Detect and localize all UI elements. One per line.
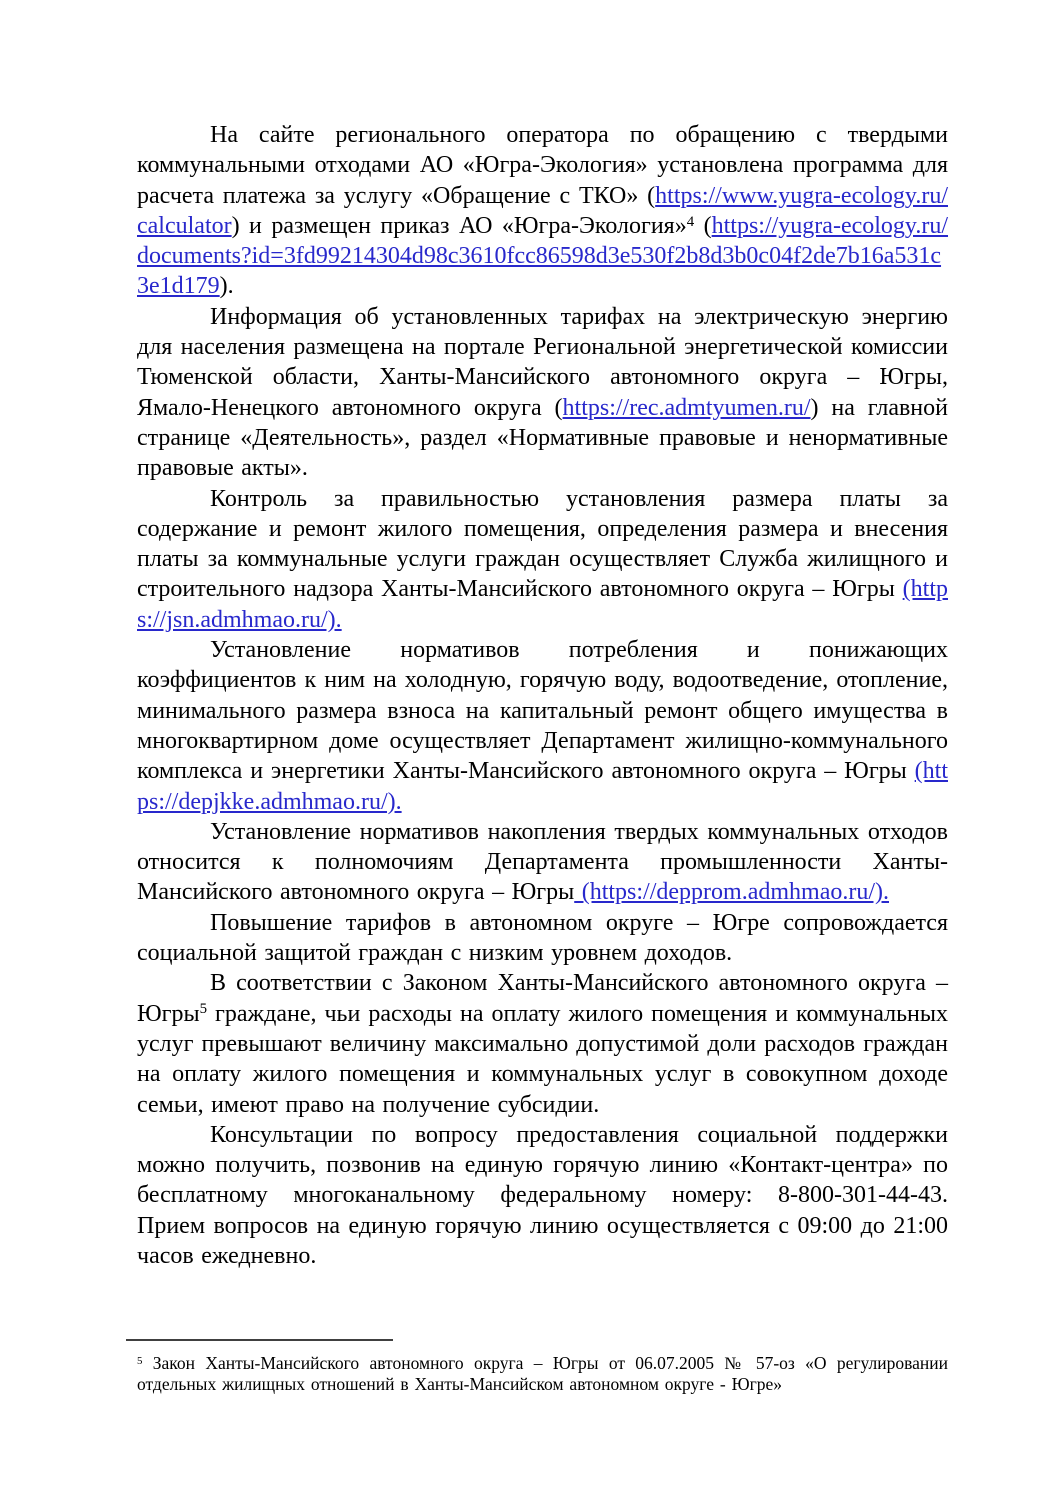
text-run: ) на главной странице «Деятельность», раздел «Нормативные правовые и ненормативные правовые акты». bbox=[137, 394, 948, 482]
text-run: граждане, чьи расходы на оплату жилого помещения и коммунальных услуг превышают величину максимально допустимой доли расходов граждан на оплату жилого помещения и коммунальных услуг в совокупном доходе семьи, имеют право на получение субсидии. bbox=[137, 1000, 948, 1118]
paragraph bbox=[137, 635, 948, 817]
hyperlink[interactable]: https://www.yugra-ecology.ru/calculator bbox=[137, 182, 948, 239]
text-run: ( bbox=[694, 212, 712, 239]
footnote-reference: 5 bbox=[199, 1001, 208, 1018]
text-run: Информация об установленных тарифах на электрическую энергию для населения размещена на портале Региональной энергетической комиссии Тюменской области, Ханты-Мансийского автономного округа – Югры, Ямало-Ненецкого автономного округа ( bbox=[137, 303, 948, 421]
text-run: Установление нормативов потребления и понижающих коэффициентов к ним на холодную, горячую воду, водоотведение, отопление, минимального размера взноса на капитальный ремонт общего имущества в многоквартирном доме осуществляет Департамент жилищно-коммунального комплекса и энергетики Ханты-Мансийского автономного округа – Югры bbox=[137, 637, 948, 785]
text-run: Повышение тарифов в автономном округе – Югре сопровождается социальной защитой граждан с низким уровнем доходов. bbox=[137, 909, 948, 967]
document-body bbox=[137, 120, 948, 1271]
footnote bbox=[137, 1353, 948, 1394]
hyperlink[interactable]: (https://jsn.admhmao.ru/). bbox=[137, 576, 948, 633]
paragraph bbox=[137, 968, 948, 1119]
paragraph bbox=[137, 120, 948, 302]
hyperlink[interactable]: (https://depjkke.admhmao.ru/). bbox=[137, 758, 948, 815]
hyperlink[interactable]: https://yugra-ecology.ru/documents?id=3fd99214304d98c3610fcc86598d3e530f2b8d3b0c04f2de7b16a531c3e1d179 bbox=[137, 212, 949, 300]
text-run: ) и размещен приказ АО «Югра-Экология» bbox=[231, 212, 687, 239]
text-run: ). bbox=[219, 273, 234, 300]
footnote-separator bbox=[126, 1339, 393, 1341]
text-run: Контроль за правильностью установления размера платы за содержание и ремонт жилого помещения, определения размера и внесения платы за коммунальные услуги граждан осуществляет Служба жилищного и строительного надзора Ханты-Мансийского автономного округа – Югры bbox=[137, 485, 948, 603]
paragraph bbox=[137, 302, 948, 484]
paragraph bbox=[137, 817, 948, 908]
footnote-text bbox=[137, 1353, 948, 1394]
footnote-reference: 4 bbox=[686, 213, 695, 230]
text-run: Закон Ханты-Мансийского автономного округа – Югры от 06.07.2005 № 57-оз «О регулировании отдельных жилищных отношений в Ханты-Мансийском автономном округе - Югре» bbox=[137, 1353, 948, 1394]
footnote-reference: 5 bbox=[137, 1354, 143, 1367]
paragraph bbox=[137, 484, 948, 635]
hyperlink[interactable]: https://rec.admtyumen.ru/ bbox=[562, 394, 811, 421]
paragraph bbox=[137, 908, 948, 969]
text-run: Установление нормативов накопления твердых коммунальных отходов относится к полномочиям Департамента промышленности Ханты-Мансийского автономного округа – Югры bbox=[137, 818, 948, 906]
text-run: На сайте регионального оператора по обращению с твердыми коммунальными отходами АО «Югра-Экология» установлена программа для расчета платежа за услугу «Обращение с ТКО» ( bbox=[137, 122, 948, 209]
paragraph bbox=[137, 1120, 948, 1271]
text-run: Консультации по вопросу предоставления социальной поддержки можно получить, позвонив на единую горячую линию «Контакт-центра» по бесплатному многоканальному федеральному номеру: 8-800-301-44-43. Прием вопросов на единую горячую линию осуществляется с 09:00 до 21:00 часов ежедневно. bbox=[137, 1121, 948, 1269]
text-run: В соответствии с Законом Ханты-Мансийского автономного округа – Югры bbox=[137, 970, 948, 1027]
hyperlink[interactable]: (https://depprom.admhmao.ru/). bbox=[574, 879, 889, 906]
